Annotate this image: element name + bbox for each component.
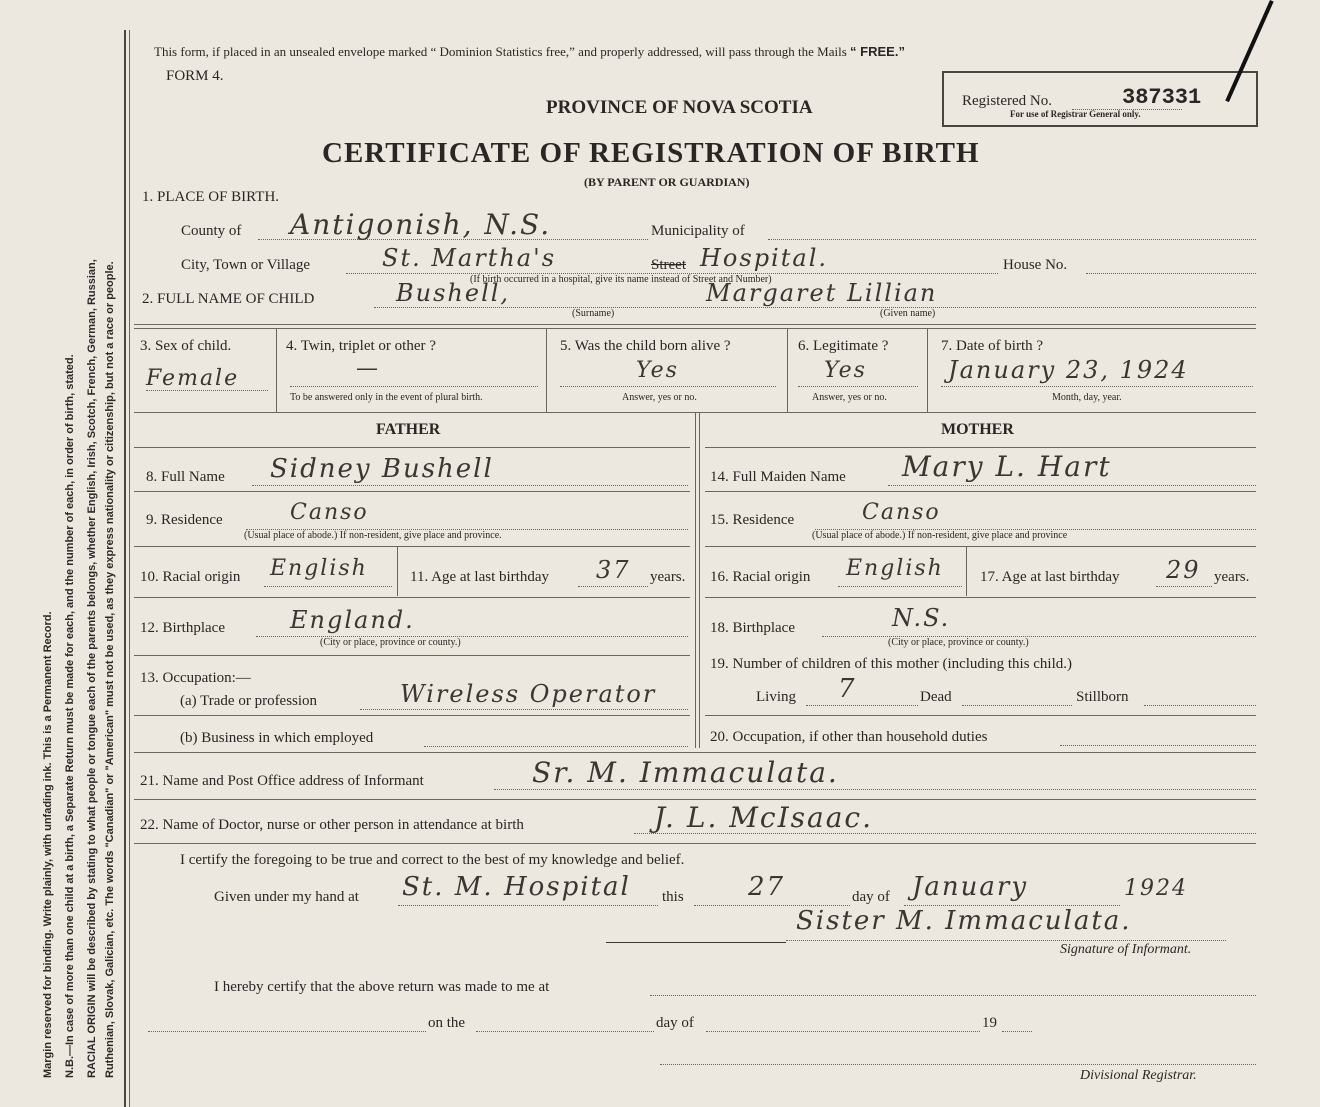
child-name-dots [374,307,1256,308]
father-bp-value: England. [290,606,415,634]
father-race-dots [264,586,392,587]
informant-label: 21. Name and Post Office address of Informant [140,773,424,789]
parents-bottom-line [134,752,1256,753]
row3-top-line-2 [134,328,1256,329]
father-bp-label: 12. Birthplace [140,620,225,636]
mother-living-label: Living [756,689,796,705]
city-label: City, Town or Village [181,257,311,273]
certify-statement: I certify the foregoing to be true and correct to the best of my knowledge and belief. [180,852,685,868]
father-res-note: (Usual place of abode.) If non-resident, give place and province. [244,530,502,541]
doctor-value: J. L. McIsaac. [654,801,873,834]
registrar-pre-dots [148,1031,426,1032]
mother-children-label: 19. Number of children of this mother (including this child.) [710,656,1073,672]
mother-head-line [705,447,1256,448]
sex-value: Female [146,366,240,391]
registered-box [942,71,1258,127]
child-surname-value: Bushell, [396,279,511,307]
mother-race-label: 16. Racial origin [710,569,811,585]
mother-dead-label: Dead [920,689,952,705]
mother-stillborn-dots [1144,705,1256,706]
mail-notice [154,44,905,60]
row3-div-3 [787,328,788,412]
mother-line-5 [705,715,1256,716]
dob-label: 7. Date of birth ? [941,338,1044,354]
house-dots [1086,273,1256,274]
dob-dots [941,386,1253,387]
this-label: this [662,889,684,905]
father-name-value: Sidney Bushell [270,454,494,484]
registrar-caption: Divisional Registrar. [1080,1068,1197,1083]
registrar-year-prefix: 19 [982,1015,997,1031]
mother-living-dots [806,705,918,706]
doctor-line [134,843,1256,844]
registrar-year-dots [1002,1031,1032,1032]
county-value: Antigonish, N.S. [290,208,552,241]
registrar-day-of: day of [656,1015,694,1031]
father-age-unit: years. [650,569,686,585]
given-place-dots [398,905,658,906]
doctor-label: 22. Name of Doctor, nurse or other person in attendance at birth [140,817,524,833]
day-of-label: day of [852,889,890,905]
father-line-1 [134,491,690,492]
margin-binding-note: Margin reserved for binding. Write plainly, with unfading ink. This is a Permanent Record. [42,611,54,1078]
parent-divider-2 [699,412,700,748]
mother-age-label: 17. Age at last birthday [980,569,1120,585]
mother-dead-dots [962,705,1072,706]
father-age-dots [578,586,648,587]
row3-div-2 [546,328,547,412]
twin-dots [290,386,538,387]
given-place-value: St. M. Hospital [402,872,631,902]
signature-caption: Signature of Informant. [1060,942,1192,957]
mail-notice-text: This form, if placed in an unsealed envelope marked “ Dominion Statistics free,” and properly addressed, will pass through the Mails [154,44,847,59]
given-label: Given under my hand at [214,889,359,905]
surname-caption: (Surname) [572,308,615,319]
mother-line-3 [705,597,1256,598]
child-given-value: Margaret Lillian [706,279,938,307]
registrar-month-dots [706,1031,980,1032]
mother-heading: MOTHER [941,421,1014,438]
informant-line [134,799,1256,800]
margin-racial-note: RACIAL ORIGIN will be described by stating to what people or tongue each of the parents belongs, whether English, Irish, Scotch, French, German, Russian, [86,259,98,1078]
child-name-label: 2. FULL NAME OF CHILD [142,291,315,307]
mother-bp-value: N.S. [892,604,951,632]
registered-number: 387331 [1122,85,1202,110]
father-business-label: (b) Business in which employed [180,730,374,746]
year-value: 1924 [1124,876,1188,901]
hospital-value: Hospital. [700,244,828,272]
place-heading: 1. PLACE OF BIRTH. [142,189,280,205]
mother-line-2 [705,546,1256,547]
mother-age-value: 29 [1166,556,1201,584]
registrar-statement: I hereby certify that the above return was made to me at [214,979,550,995]
father-race-value: English [270,556,368,581]
father-res-label: 9. Residence [146,512,223,528]
informant-dots [494,789,1256,790]
mother-stillborn-label: Stillborn [1076,689,1129,705]
binding-line-inner [129,30,130,1107]
alive-label: 5. Was the child born alive ? [560,338,731,354]
mother-bp-label: 18. Birthplace [710,620,795,636]
father-name-label: 8. Full Name [146,469,225,485]
alive-note: Answer, yes or no. [622,392,697,403]
father-heading: FATHER [376,421,441,438]
county-label: County of [181,223,242,239]
alive-dots [560,386,776,387]
certificate-subtitle: (BY PARENT OR GUARDIAN) [584,175,750,189]
row3-div-4 [927,328,928,412]
twin-value: — [356,356,380,381]
father-line-2 [134,546,690,547]
informant-signature: Sister M. Immaculata. [796,906,1132,936]
twin-note: To be answered only in the event of plural birth. [290,392,483,403]
mother-name-value: Mary L. Hart [902,450,1112,483]
legit-dots [798,386,918,387]
binding-line [124,30,126,1107]
twin-label: 4. Twin, triplet or other ? [286,338,436,354]
father-business-dots [424,746,688,747]
father-line-5 [134,715,690,716]
month-value: January [912,872,1029,902]
row3-top-line [134,324,1256,325]
parent-divider [695,412,696,748]
mother-res-value: Canso [862,500,941,525]
municipality-label: Municipality of [651,223,745,239]
father-trade-value: Wireless Operator [400,680,657,708]
father-name-dots [252,485,688,486]
house-label: House No. [1003,257,1068,273]
father-head-line [134,447,690,448]
dob-note: Month, day, year. [1052,392,1122,403]
mother-age-dots [1156,586,1212,587]
registrar-sign-dots [660,1064,1256,1065]
registrar-note: For use of Registrar General only. [1010,109,1141,119]
municipality-dots [768,239,1256,240]
father-occ-label: 13. Occupation:— [140,670,251,686]
margin-racial-note-2: Ruthenian, Slovak, Galician, etc. The words "Canadian" or "American" must not be used, as they express nationality or citizenship, but not a race or people. [104,261,116,1078]
registrar-day-dots [476,1031,654,1032]
father-res-value: Canso [290,500,369,525]
father-line-3 [134,597,690,598]
sex-label: 3. Sex of child. [140,338,232,354]
given-caption: (Given name) [880,308,936,319]
mother-bp-note: (City or place, province or county.) [888,637,1029,648]
mother-race-value: English [846,556,944,581]
margin-nb-note: N.B.—In case of more than one child at a birth, a Separate Return must be made for each, and the number of each, in order of birth, stated. [64,354,76,1078]
father-bp-note: (City or place, province or county.) [320,637,461,648]
mother-race-div [966,546,967,596]
street-label: Street [651,257,686,273]
registered-label: Registered No. [962,93,1052,109]
mother-occ-label: 20. Occupation, if other than household duties [710,729,988,745]
alive-value: Yes [636,358,679,383]
father-race-label: 10. Racial origin [140,569,241,585]
mother-name-dots [888,485,1256,486]
mother-res-label: 15. Residence [710,512,795,528]
city-value: St. Martha's [382,244,557,272]
father-trade-dots [360,709,688,710]
father-trade-label: (a) Trade or profession [180,693,318,709]
mother-living-value: 7 [838,674,857,704]
registrar-place-dots [650,995,1256,996]
hospital-note: (If birth occurred in a hospital, give its name instead of Street and Number) [470,274,772,285]
mother-age-unit: years. [1214,569,1250,585]
form-number: FORM 4. [166,68,224,84]
mother-line-1 [705,491,1256,492]
legit-value: Yes [824,358,867,383]
mother-race-dots [838,586,962,587]
mother-res-note: (Usual place of abode.) If non-resident, give place and province [812,530,1068,541]
legit-note: Answer, yes or no. [812,392,887,403]
signature-line [606,942,786,943]
signature-dots [786,940,1226,941]
mother-name-label: 14. Full Maiden Name [710,469,846,485]
father-age-label: 11. Age at last birthday [410,569,549,585]
day-value: 27 [748,872,786,902]
dob-value: January 23, 1924 [948,356,1189,384]
mother-occ-dots [1060,745,1256,746]
registrar-on-the: on the [428,1015,466,1031]
father-line-4 [134,655,690,656]
legit-label: 6. Legitimate ? [798,338,889,354]
father-race-div [397,546,398,596]
mail-free-label: “ FREE.” [850,44,905,59]
certificate-title: CERTIFICATE OF REGISTRATION OF BIRTH [322,137,980,169]
province-name: PROVINCE OF NOVA SCOTIA [546,97,813,118]
informant-value: Sr. M. Immaculata. [532,756,839,789]
father-age-value: 37 [596,556,631,584]
row3-div-1 [276,328,277,412]
